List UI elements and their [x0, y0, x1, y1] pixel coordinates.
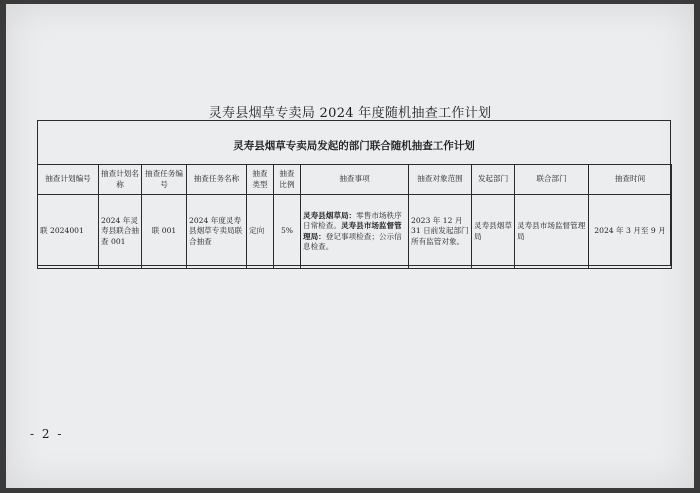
header-plan-id: 抽查计划编号 — [38, 165, 99, 195]
cell-ratio: 5% — [274, 195, 301, 269]
table-row — [38, 195, 672, 269]
header-time: 抽查时间 — [589, 165, 672, 195]
cell-task-id: 联 001 — [142, 195, 187, 269]
header-joint-dept: 联合部门 — [515, 165, 589, 195]
cell-time: 2024 年 3 月至 9 月 — [589, 195, 672, 269]
header-plan-name: 抽查计划名称 — [99, 165, 142, 195]
items-dept-1: 灵寿县烟草局： — [303, 211, 357, 220]
header-task-name: 抽查任务名称 — [187, 165, 247, 195]
cell-joint-dept: 灵寿县市场监督管理局 — [515, 195, 589, 269]
cell-scope: 2023 年 12 月 31 日前发起部门所有监管对象。 — [409, 195, 472, 269]
header-task-id: 抽查任务编号 — [142, 165, 187, 195]
cell-initiator: 灵寿县烟草局 — [472, 195, 515, 269]
cell-plan-id: 联 2024001 — [38, 195, 99, 269]
cell-plan-name: 2024 年灵寿县联合抽查 001 — [99, 195, 142, 269]
document-title: 灵寿县烟草专卖局 2024 年度随机抽查工作计划 — [208, 106, 492, 121]
header-scope: 抽查对象范围 — [409, 165, 472, 195]
plan-table — [37, 164, 672, 269]
cell-items — [301, 195, 409, 269]
items-dept-2: 灵寿县市场监督管理局： — [303, 221, 402, 241]
items-text-2: 登记事项检查；公示信息检查。 — [303, 231, 402, 251]
header-type: 抽查类型 — [247, 165, 274, 195]
page-number: - 2 - — [30, 427, 64, 441]
cell-task-name: 2024 年度灵寿县烟草专卖局联合抽查 — [187, 195, 247, 269]
cell-type: 定向 — [247, 195, 274, 269]
table-title: 灵寿县烟草专卖局发起的部门联合随机抽查工作计划 — [233, 140, 475, 152]
table-header-row — [38, 165, 672, 195]
header-initiator: 发起部门 — [472, 165, 515, 195]
header-ratio: 抽查比例 — [274, 165, 301, 195]
header-items: 抽查事项 — [301, 165, 409, 195]
items-text-1: 零售市场秩序日常检查。 — [303, 211, 402, 231]
